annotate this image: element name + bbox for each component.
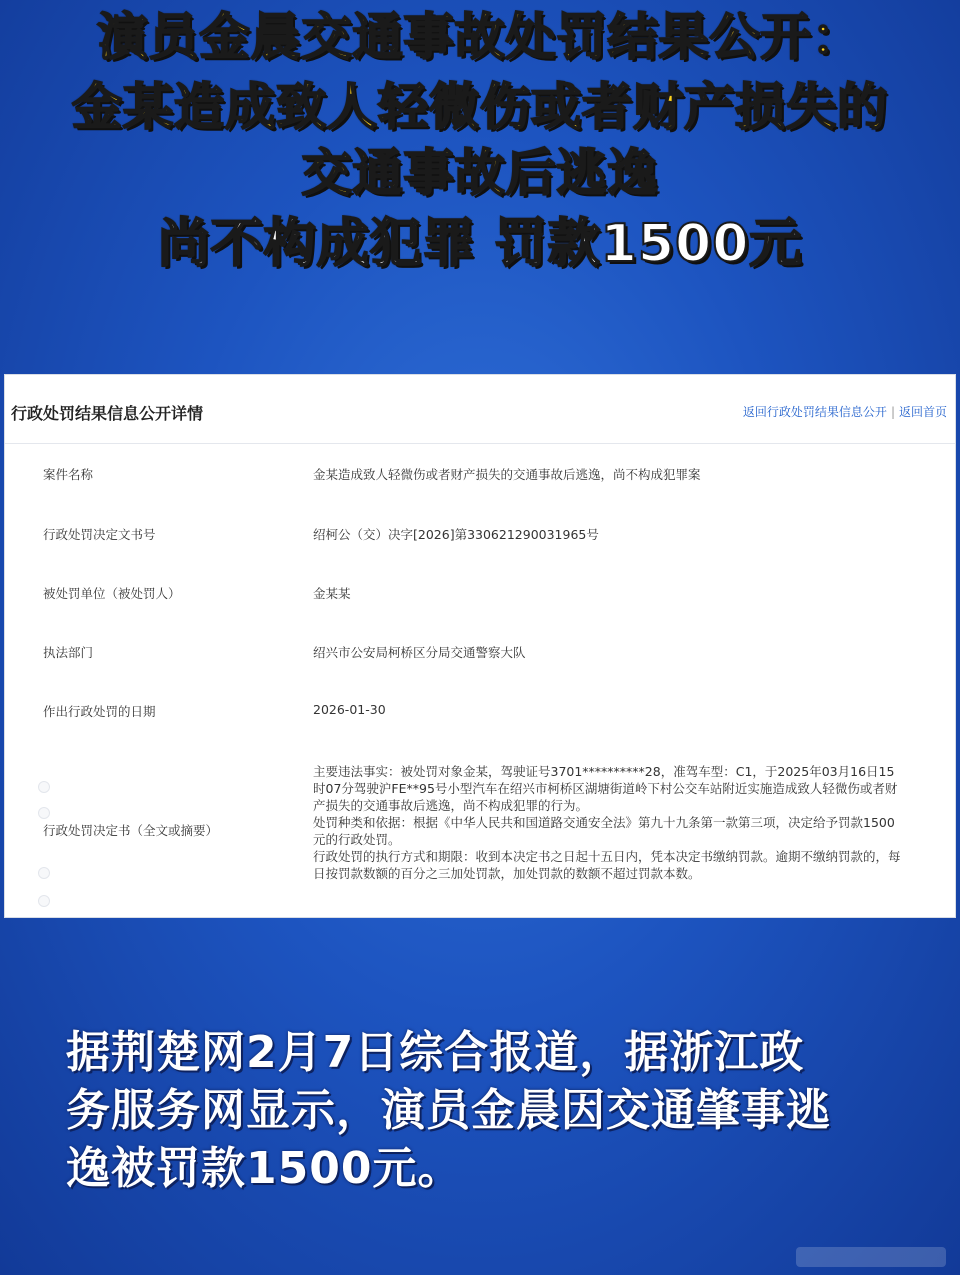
decision-line: 日按罚款数额的百分之三加处罚款，加处罚款的数额不超过罚款本数。 (313, 866, 701, 881)
headline-line-2: 金某造成致人轻微伤或者财产损失的 (72, 78, 888, 136)
headline-line-4: 尚不构成犯罪 罚款1500元 (157, 214, 803, 274)
row-label: 案件名称 (43, 467, 94, 482)
penalty-detail-panel (4, 374, 956, 918)
decorative-dot (38, 807, 50, 819)
caption-line-3: 逸被罚款1500元。 (66, 1143, 463, 1194)
row-value: 绍兴市公安局柯桥区分局交通警察大队 (313, 645, 526, 660)
row-label: 行政处罚决定书（全文或摘要） (43, 823, 219, 838)
news-caption (66, 1024, 926, 1198)
decorative-dot (38, 781, 50, 793)
decision-line: 时07分驾驶沪FE**95号小型汽车在绍兴市柯桥区湖塘街道岭下村公交车站附近实施造成致人轻微伤或者财 (313, 781, 898, 796)
panel-header (5, 375, 955, 444)
row-label: 被处罚单位（被处罚人） (43, 586, 181, 601)
decision-line: 行政处罚的执行方式和期限：收到本决定书之日起十五日内，凭本决定书缴纳罚款。逾期不缴纳罚款的，每 (313, 849, 901, 864)
row-value: 金某造成致人轻微伤或者财产损失的交通事故后逃逸，尚不构成犯罪案 (313, 467, 701, 482)
back-to-list-link[interactable]: 返回行政处罚结果信息公开 (742, 405, 887, 419)
caption-line-1: 据荆楚网2月7日综合报道，据浙江政 (66, 1027, 805, 1078)
caption-line-2: 务服务网显示，演员金晨因交通肇事逃 (66, 1085, 831, 1136)
decision-text (313, 763, 928, 882)
decorative-dot (38, 867, 50, 879)
row-label: 执法部门 (43, 645, 94, 660)
link-separator: | (890, 405, 895, 419)
headline-line-1: 演员金晨交通事故处罚结果公开： (97, 8, 863, 66)
row-value: 2026-01-30 (313, 702, 386, 717)
panel-title: 行政处罚结果信息公开详情 (11, 404, 204, 423)
decision-line: 产损失的交通事故后逃逸，尚不构成犯罪的行为。 (313, 798, 589, 813)
watermark (796, 1247, 946, 1267)
row-value: 金某某 (313, 586, 351, 601)
row-value: 绍柯公（交）决字[2026]第330621290031965号 (313, 527, 599, 542)
decorative-dot (38, 895, 50, 907)
decision-line: 元的行政处罚。 (313, 832, 401, 847)
headline-line-3: 交通事故后逃逸 (301, 144, 659, 202)
decision-line: 主要违法事实：被处罚对象金某，驾驶证号3701**********28，准驾车型：C1，于2025年03月16日15 (313, 764, 895, 779)
back-to-home-link[interactable]: 返回首页 (898, 405, 947, 419)
panel-links (743, 403, 947, 420)
row-label: 行政处罚决定文书号 (43, 527, 156, 542)
decision-line: 处罚种类和依据：根据《中华人民共和国道路交通安全法》第九十九条第一款第三项，决定给予罚款1500 (313, 815, 895, 830)
row-label: 作出行政处罚的日期 (43, 704, 156, 719)
